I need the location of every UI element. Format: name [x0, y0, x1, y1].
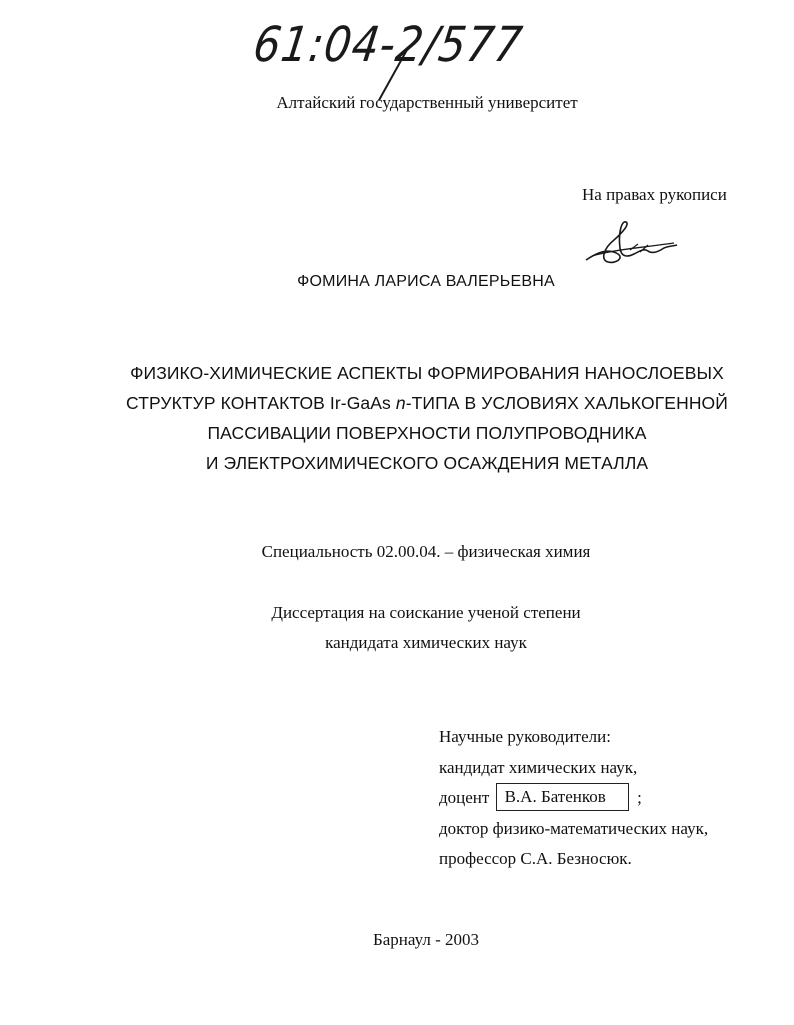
- author-name: ФОМИНА ЛАРИСА ВАЛЕРЬЕВНА: [297, 273, 555, 290]
- advisor-1-separator: ;: [637, 788, 642, 807]
- specialty-line: Специальность 02.00.04. – физическая химия: [261, 542, 591, 561]
- advisor-1-title: доцент: [439, 788, 490, 807]
- university-name: Алтайский государственный университет: [276, 93, 578, 112]
- dissertation-title: [100, 358, 754, 478]
- degree-statement: [0, 598, 794, 658]
- city-year: Барнаул - 2003: [373, 930, 479, 949]
- degree-line-1: Диссертация на соискание ученой степени: [271, 603, 581, 622]
- handwritten-archive-code: [250, 10, 527, 100]
- rights-note: На правах рукописи: [582, 185, 727, 204]
- handwritten-slash-stroke: [258, 10, 518, 100]
- scientific-advisors: [439, 722, 708, 875]
- advisors-heading: Научные руководители:: [439, 727, 611, 746]
- signature-icon: [578, 218, 678, 270]
- title-line-4: И ЭЛЕКТРОХИМИЧЕСКОГО ОСАЖДЕНИЯ МЕТАЛЛА: [205, 453, 649, 473]
- archive-code-text: 61:04-2/577: [250, 16, 527, 73]
- advisor-1-name-box: В.А. Батенков: [496, 783, 629, 811]
- advisor-1-degree: кандидат химических наук,: [439, 757, 638, 777]
- advisor-1-title-row: [439, 783, 708, 814]
- title-line-3: ПАССИВАЦИИ ПОВЕРХНОСТИ ПОЛУПРОВОДНИКА: [207, 423, 647, 443]
- advisor-2-name: профессор С.А. Безносюк.: [439, 849, 632, 868]
- advisor-2-degree: доктор физико-математических наук,: [439, 818, 709, 838]
- title-line-1: ФИЗИКО-ХИМИЧЕСКИЕ АСПЕКТЫ ФОРМИРОВАНИЯ НАНОСЛОЕВЫХ: [130, 363, 724, 383]
- title-line-2: СТРУКТУР КОНТАКТОВ Ir-GaAs n-ТИПА В УСЛОВИЯХ ХАЛЬКОГЕННОЙ: [126, 393, 728, 413]
- degree-line-2: кандидата химических наук: [325, 633, 527, 652]
